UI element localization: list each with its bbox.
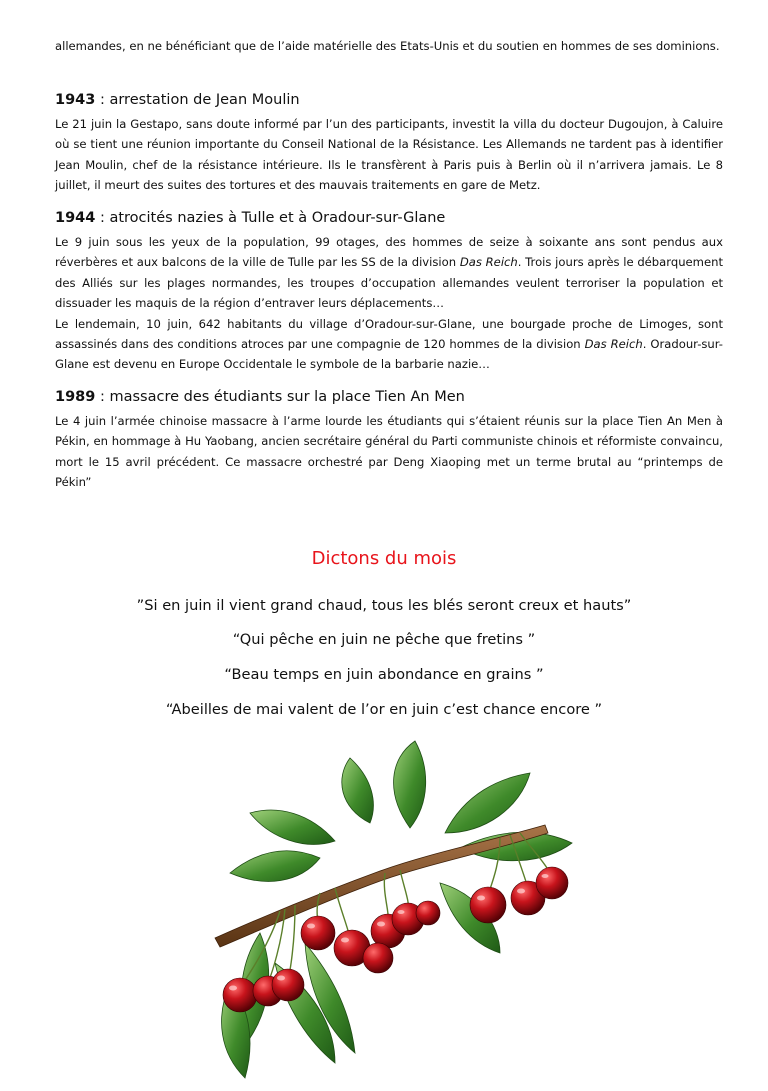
paragraph-text: . Oradour-sur-Glane est devenu en Europe Occidentale le symbole de la barbarie nazie… xyxy=(55,337,723,372)
dicton-2: “Qui pêche en juin ne pêche que fretins ” xyxy=(232,631,536,648)
event-year: 1944 xyxy=(55,210,96,226)
event-1944 xyxy=(55,208,723,375)
event-year: 1989 xyxy=(55,389,96,405)
dicton-4: “Abeilles de mai valent de l’or en juin c’est chance encore ” xyxy=(165,701,603,718)
intro-paragraph-block xyxy=(55,36,723,56)
event-title: : massacre des étudiants sur la place Tien An Men xyxy=(95,389,465,405)
event-paragraph xyxy=(55,411,723,493)
event-1989 xyxy=(55,387,723,493)
paragraph-emphasis: Das Reich xyxy=(584,337,643,352)
cherry-branch-illustration xyxy=(200,733,585,1087)
event-paragraph xyxy=(55,114,723,196)
paragraph-text: Le lendemain, 10 juin, 642 habitants du village d’Oradour-sur-Glane, une bourgade proche de Limoges, sont assassinés dans des conditions atroces par une compagnie de 120 hommes de la division xyxy=(55,316,723,352)
event-title: : atrocités nazies à Tulle et à Oradour-sur-Glane xyxy=(95,210,446,226)
dicton-3: “Beau temps en juin abondance en grains ” xyxy=(224,666,544,683)
dicton-1: ”Si en juin il vient grand chaud, tous les blés seront creux et hauts” xyxy=(136,597,632,614)
event-paragraph xyxy=(55,314,723,375)
event-heading xyxy=(55,208,723,228)
cherries xyxy=(223,867,568,1012)
paragraph-text: Le 9 juin sous les yeux de la population, 99 otages, des hommes de seize à soixante ans sont pendus aux réverbères et aux balcons de la ville de Tulle par les SS de la division xyxy=(55,235,723,270)
dictons-title: Dictons du mois xyxy=(311,548,457,569)
paragraph-text: Le 21 juin la Gestapo, sans doute informé par l’un des participants, investit la villa du docteur Dugoujon, à Caluire où se tient une réunion importante du Conseil National de la Résistance. Les Allemands ne tardent pas à identifier Jean Moulin, chef de la résistance intérieure. Ils le transfèrent à Paris puis à Berlin où il n’arrivera jamais. Le 8 juillet, il meurt des suites des tortures et des mauvais traitements en gare de Metz. xyxy=(55,117,723,193)
paragraph-emphasis: Das Reich xyxy=(459,255,518,270)
event-title: : arrestation de Jean Moulin xyxy=(95,92,300,108)
event-heading xyxy=(55,90,723,110)
cherry-branch-icon xyxy=(200,733,585,1087)
intro-paragraph: allemandes, en ne bénéficiant que de l’aide matérielle des Etats-Unis et du soutien en hommes de ses dominions. xyxy=(55,39,720,53)
event-1943 xyxy=(55,90,723,196)
paragraph-text: . Trois jours après le débarquement des Alliés sur les plages normandes, les troupes d’occupation allemandes veulent terroriser la population et dissuader les maquis de la région d’entraver leurs déplacements… xyxy=(55,255,723,311)
paragraph-text: Le 4 juin l’armée chinoise massacre à l’arme lourde les étudiants qui s’étaient réunis sur la place Tien An Men à Pékin, en hommage à Hu Yaobang, ancien secrétaire général du Parti communiste chinois et réformiste convaincu, mort le 15 avril précédent. Ce massacre orchestré par Deng Xiaoping met un terme brutal au “printemps de Pékin” xyxy=(55,414,723,490)
event-year: 1943 xyxy=(55,92,96,108)
event-paragraph xyxy=(55,232,723,314)
event-heading xyxy=(55,387,723,407)
